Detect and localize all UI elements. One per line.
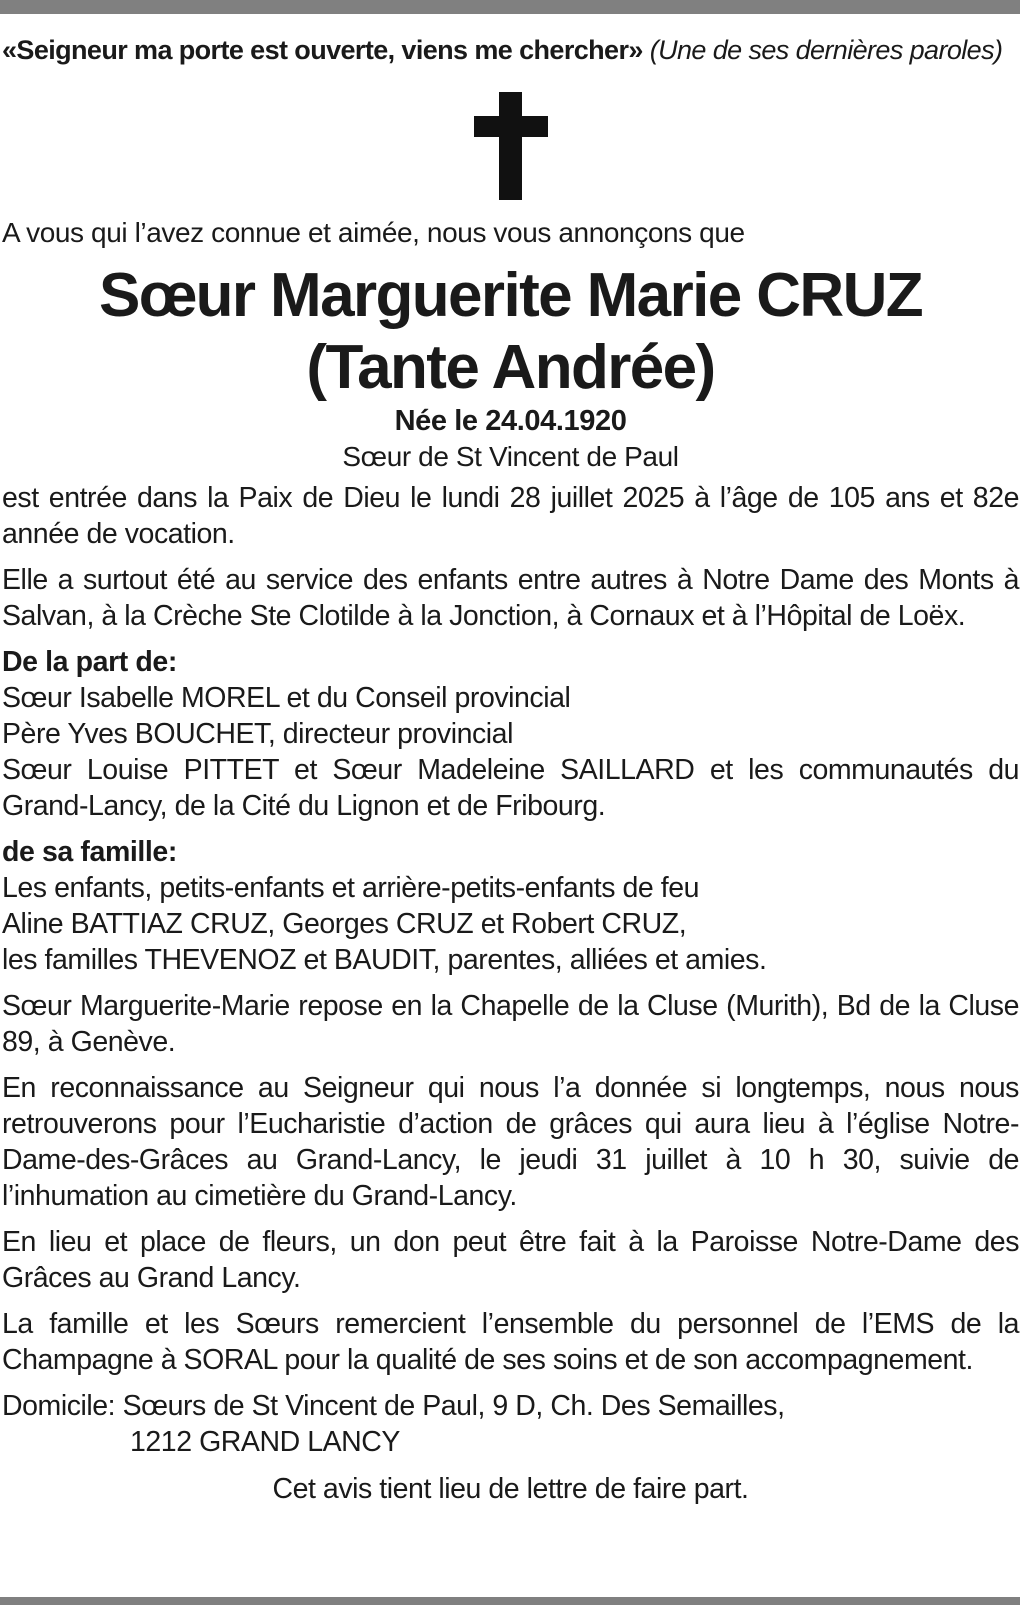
rest-location-paragraph: Sœur Marguerite-Marie repose en la Chapelle de la Cluse (Murith), Bd de la Cluse 89, à Genève. [2, 990, 1019, 1058]
name-line-2: (Tante Andrée) [306, 333, 715, 402]
cross-icon [474, 92, 548, 200]
from-part-line: Sœur Isabelle MOREL et du Conseil provincial [2, 682, 571, 714]
birth-date: Née le 24.04.1920 [394, 405, 627, 437]
family-heading: de sa famille: [2, 836, 177, 868]
religious-order: Sœur de St Vincent de Paul [342, 441, 679, 472]
thanks-paragraph: La famille et les Sœurs remercient l’ensemble du personnel de l’EMS de la Champagne à SORAL pour la qualité de ses soins et de son accompagnement. [2, 1308, 1019, 1376]
quote-attribution: (Une de ses dernières paroles) [649, 35, 1003, 65]
deceased-name [2, 260, 1019, 404]
service-paragraph: Elle a surtout été au service des enfants entre autres à Notre Dame des Monts à Salvan, à la Crèche Ste Clotilde à la Jonction, à Cornaux et à l’Hôpital de Loëx. [2, 564, 1019, 632]
domicile-line-2: 1212 GRAND LANCY [130, 1426, 400, 1458]
family-line: Aline BATTIAZ CRUZ, Georges CRUZ et Robert CRUZ, [2, 908, 687, 940]
name-line-1: Sœur Marguerite Marie CRUZ [98, 261, 923, 330]
bottom-rule [0, 1597, 1020, 1605]
quote-text: «Seigneur ma porte est ouverte, viens me chercher» [2, 35, 643, 65]
from-part-line: Père Yves BOUCHET, directeur provincial [2, 718, 513, 750]
domicile-address [2, 1388, 1019, 1460]
family-line: Les enfants, petits-enfants et arrière-petits-enfants de feu [2, 872, 699, 904]
flowers-paragraph: En lieu et place de fleurs, un don peut être fait à la Paroisse Notre-Dame des Grâces au Grand Lancy. [2, 1226, 1019, 1294]
epigraph-quote [2, 30, 1019, 70]
domicile-line-1: Domicile: Sœurs de St Vincent de Paul, 9 D, Ch. Des Semailles, [2, 1390, 785, 1422]
closing-note: Cet avis tient lieu de lettre de faire part. [272, 1473, 749, 1505]
family-line: les familles THEVENOZ et BAUDIT, parentes, alliées et amies. [2, 944, 767, 976]
from-part-heading: De la part de: [2, 646, 177, 678]
ceremony-paragraph: En reconnaissance au Seigneur qui nous l’a donnée si longtemps, nous nous retrouverons pour l’Eucharistie d’action de grâces qui aura lieu à l’église Notre-Dame-des-Grâces au Grand-Lancy, le jeudi 31 juillet à 10 h 30, suivie de l’inhumation au cimetière du Grand-Lancy. [2, 1072, 1019, 1212]
top-rule [0, 0, 1020, 14]
from-part-line: Sœur Louise PITTET et Sœur Madeleine SAILLARD et les communautés du Grand-Lancy, de la Cité du Lignon et de Fribourg. [2, 754, 1019, 822]
intro-text: A vous qui l’avez connue et aimée, nous vous annonçons que [2, 217, 745, 248]
obituary-notice [2, 30, 1019, 1508]
death-paragraph: est entrée dans la Paix de Dieu le lundi 28 juillet 2025 à l’âge de 105 ans et 82e année de vocation. [2, 482, 1019, 550]
